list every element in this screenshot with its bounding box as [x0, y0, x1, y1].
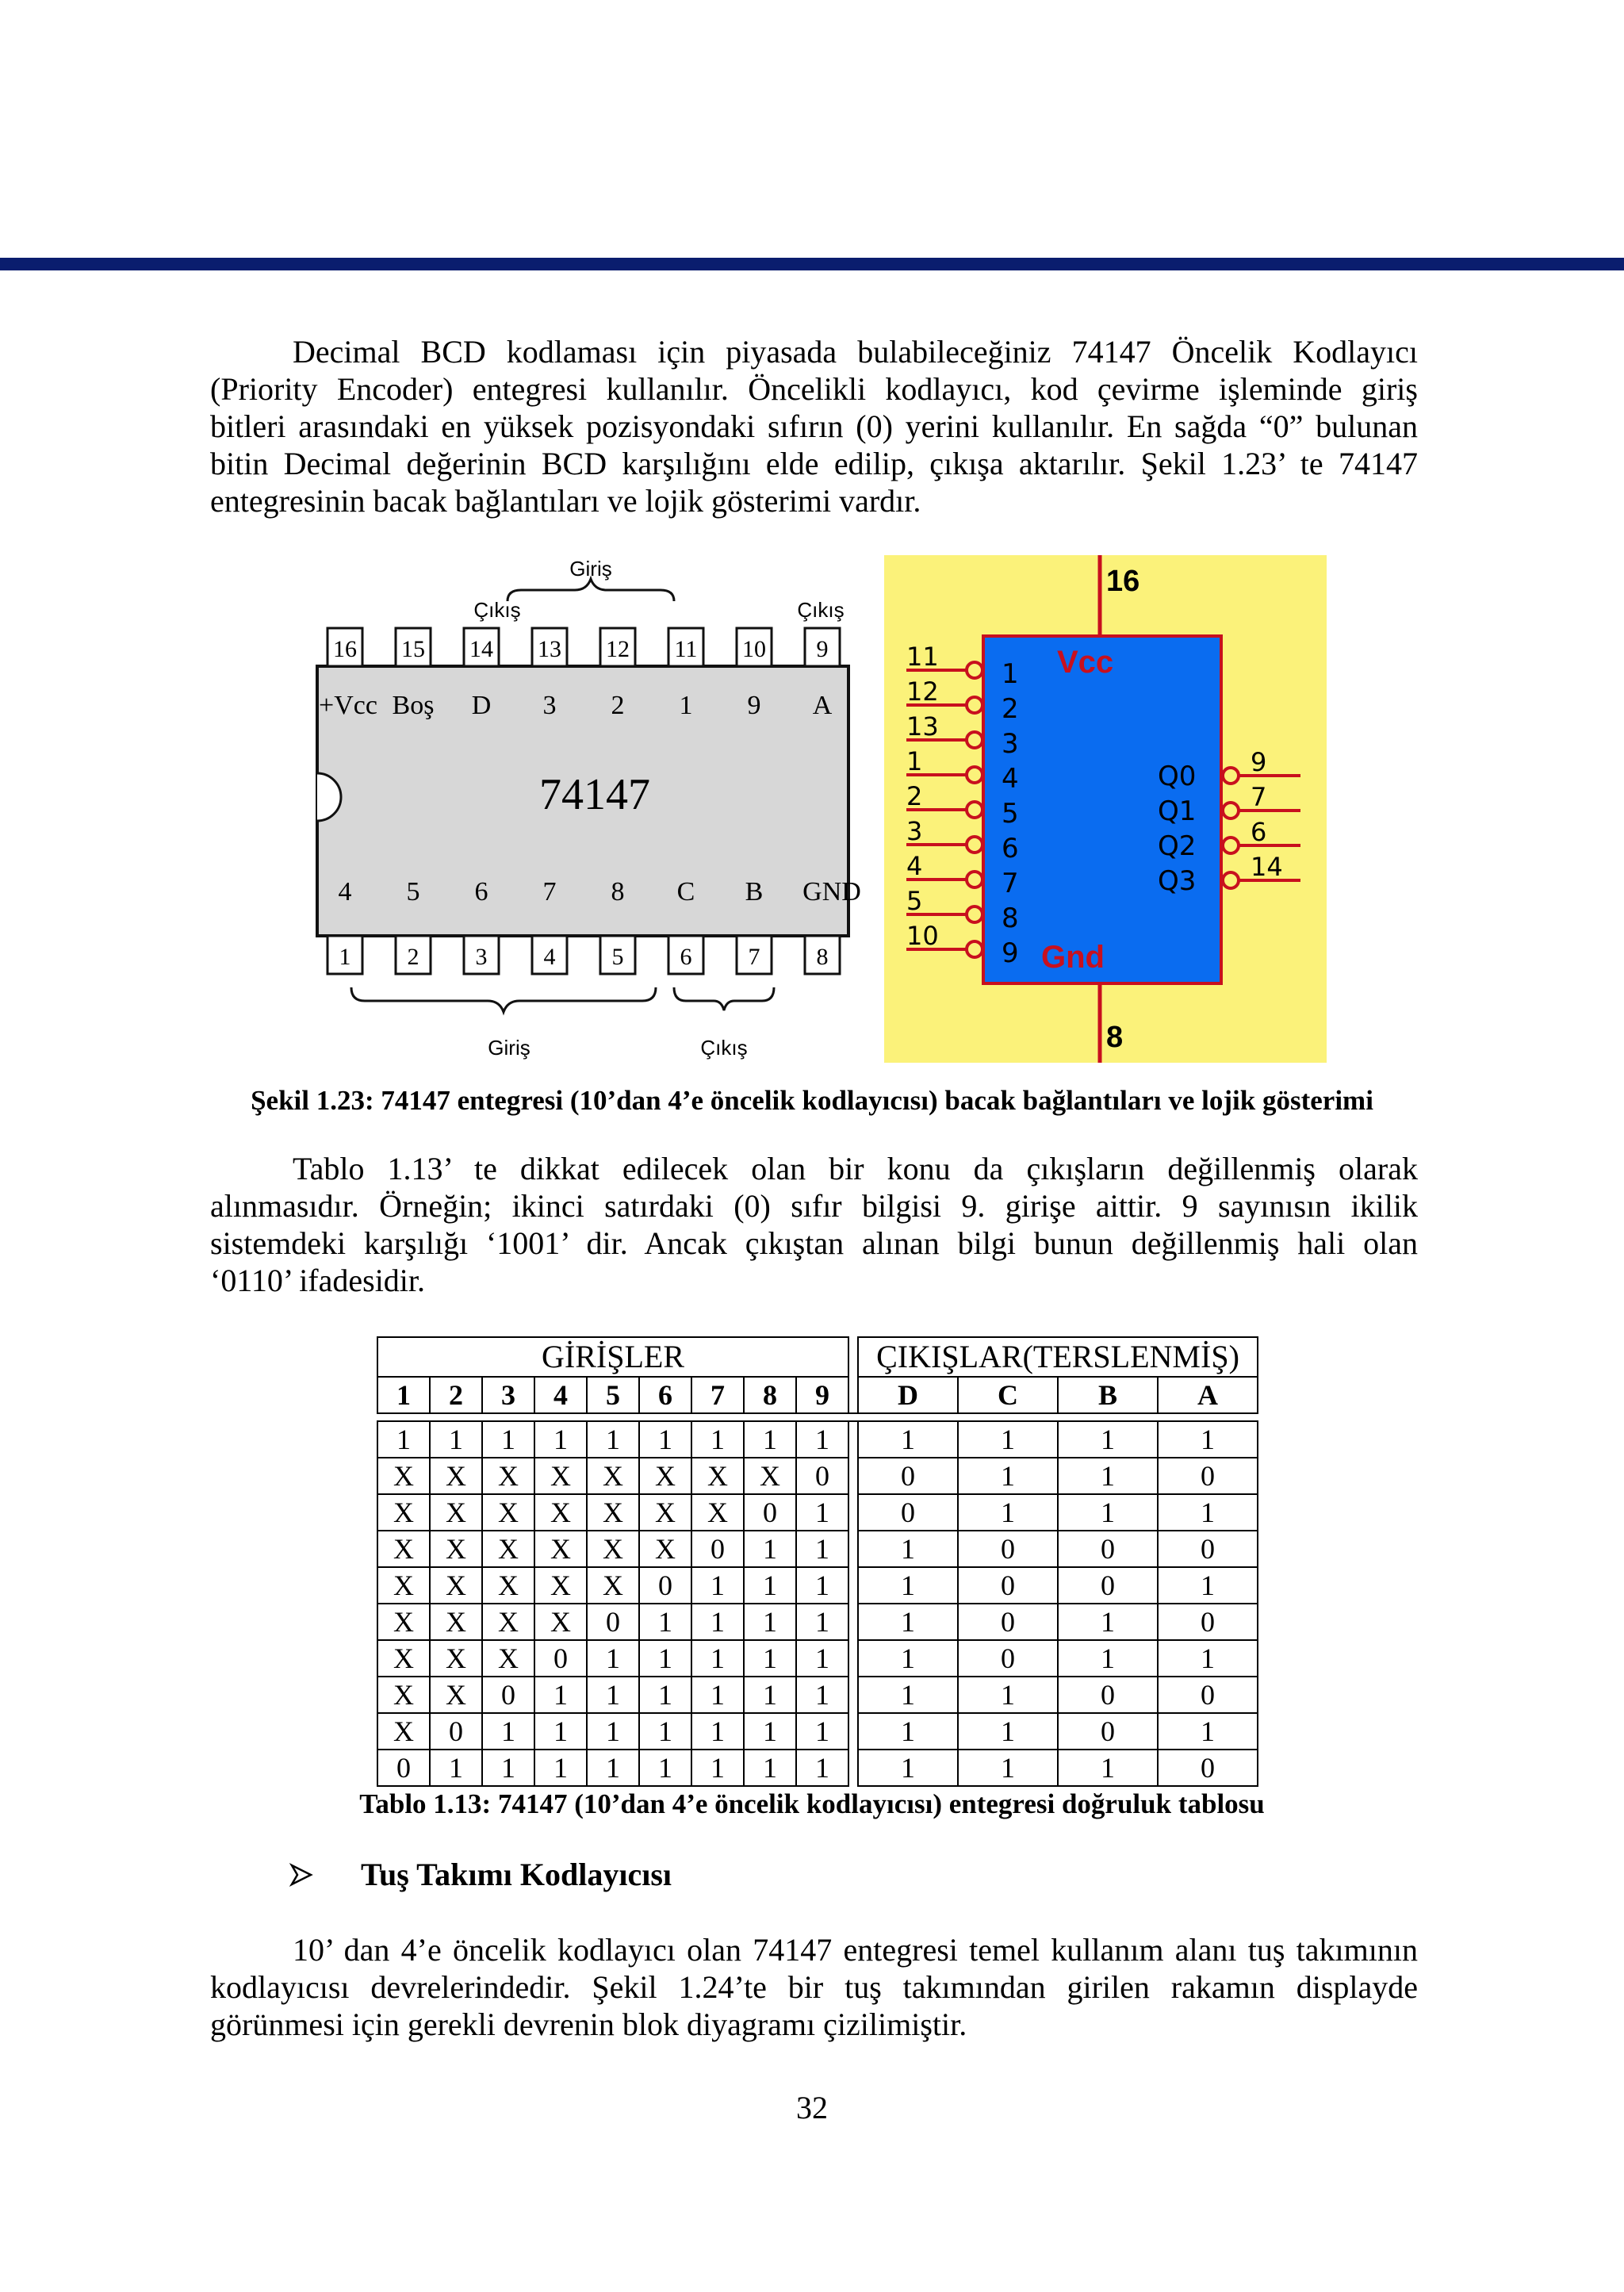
input-cell: 1 [744, 1750, 796, 1786]
truth-table-body [377, 1413, 1258, 1786]
input-cell: X [377, 1640, 430, 1677]
input-cell: 1 [587, 1713, 639, 1750]
input-cell: 1 [691, 1713, 744, 1750]
input-column-header: 3 [482, 1377, 534, 1413]
output-cell: 1 [1058, 1640, 1158, 1677]
input-cell: X [587, 1567, 639, 1604]
input-cell: 1 [639, 1421, 691, 1458]
input-cell: 0 [482, 1677, 534, 1713]
input-cell: X [691, 1494, 744, 1531]
pin-label: 3 [542, 691, 557, 720]
input-column-header: 6 [639, 1377, 691, 1413]
output-cell: 1 [1158, 1567, 1258, 1604]
paragraph-line: 10’ dan 4’e öncelik kodlayıcı olan 74147 entegresi temel kullanım alanı tuş takımının [293, 1932, 1418, 1968]
inversion-bubble [967, 802, 982, 818]
output-cell: 0 [1158, 1458, 1258, 1494]
output-cell: 1 [1158, 1421, 1258, 1458]
input-cell: 1 [796, 1750, 848, 1786]
paragraph-line: (Priority Encoder) entegresi kullanılır. Öncelikli kodlayıcı, kod çevirme işleminde giriş [210, 371, 1418, 407]
input-cell: X [534, 1494, 587, 1531]
inversion-bubble [967, 872, 982, 887]
input-cell: X [430, 1531, 482, 1567]
vcc-pin-number: 16 [1106, 565, 1140, 598]
column-header-row [377, 1377, 1258, 1413]
input-cell: X [377, 1713, 430, 1750]
input-cell: 0 [796, 1458, 848, 1494]
pin-number: 3 [475, 944, 488, 970]
input-column-header: 2 [430, 1377, 482, 1413]
table-row [377, 1640, 1258, 1677]
inversion-bubble [967, 941, 982, 957]
output-cell: 1 [858, 1750, 958, 1786]
pin-number: 12 [606, 636, 630, 662]
input-cell: 1 [796, 1677, 848, 1713]
section-heading-text: Tuş Takımı Kodlayıcısı [361, 1857, 672, 1892]
output-cell: 1 [858, 1421, 958, 1458]
input-cell: X [482, 1494, 534, 1531]
pin-label: 4 [338, 877, 352, 906]
input-cell: X [534, 1531, 587, 1567]
input-cell: 1 [639, 1677, 691, 1713]
output-pin-number: 7 [1251, 782, 1267, 812]
input-column-header: 1 [377, 1377, 430, 1413]
input-cell: 1 [744, 1567, 796, 1604]
inversion-bubble [1223, 768, 1239, 784]
output-cell: 1 [1158, 1713, 1258, 1750]
output-cell: 0 [1058, 1567, 1158, 1604]
paragraph-line: alınmasıdır. Örneğin; ikinci satırdaki (0) sıfır bilgisi 9. girişe aittir. 9 sayınısın ikilik [210, 1188, 1418, 1224]
inner-input-label: 5 [1002, 798, 1019, 830]
inversion-bubble [1223, 837, 1239, 853]
input-cell: 1 [796, 1421, 848, 1458]
output-cell: 0 [858, 1494, 958, 1531]
output-pin-number: 9 [1251, 747, 1267, 777]
top-input-group-label: Giriş [569, 557, 612, 581]
pin-number: 4 [543, 944, 556, 970]
paragraph-line: bitleri arasındaki en yüksek pozisyondaki sıfırın (0) yerini kullanılır. En sağda “0” bulunan [210, 408, 1418, 444]
table-row [377, 1677, 1258, 1713]
input-cell: 1 [587, 1421, 639, 1458]
output-cell: 0 [958, 1640, 1058, 1677]
input-cell: 0 [744, 1494, 796, 1531]
paragraph-line: Decimal BCD kodlaması için piyasada bulabileceğiniz 74147 Öncelik Kodlayıcı [293, 334, 1418, 370]
output-column-header: B [1058, 1377, 1158, 1413]
output-cell: 1 [1058, 1494, 1158, 1531]
input-cell: X [430, 1677, 482, 1713]
inner-input-label: 9 [1002, 937, 1019, 969]
input-cell: X [744, 1458, 796, 1494]
output-cell: 0 [858, 1458, 958, 1494]
input-cell: 1 [430, 1421, 482, 1458]
input-cell: 1 [691, 1640, 744, 1677]
pin-number: 11 [674, 636, 698, 662]
table-row [377, 1531, 1258, 1567]
top-group-braces [508, 579, 674, 601]
input-cell: 1 [534, 1713, 587, 1750]
truth-table [377, 1336, 1258, 1787]
pin-number: 14 [469, 636, 493, 662]
inner-input-label: 8 [1002, 903, 1019, 934]
input-cell: X [430, 1604, 482, 1640]
input-cell: 1 [744, 1677, 796, 1713]
input-cell: 1 [534, 1750, 587, 1786]
keypad-paragraph [210, 1931, 1418, 2043]
input-cell: 1 [744, 1640, 796, 1677]
input-column-header: 7 [691, 1377, 744, 1413]
pin-label: 1 [679, 691, 693, 720]
input-cell: 0 [587, 1604, 639, 1640]
pin-label: Boş [392, 691, 435, 720]
top-output-right-label: Çıkış [797, 598, 845, 622]
table-row [377, 1421, 1258, 1458]
output-cell: 1 [858, 1567, 958, 1604]
paragraph-line: görünmesi için gerekli devrenin blok diyagramı çizilimiştir. [210, 2006, 967, 2042]
bottom-output-group-label: Çıkış [700, 1036, 748, 1060]
table-row [377, 1713, 1258, 1750]
pin-number: 8 [816, 944, 829, 970]
output-cell: 0 [958, 1531, 1058, 1567]
pin-label: 7 [542, 877, 557, 906]
input-pin-number: 2 [906, 781, 923, 811]
input-column-header: 5 [587, 1377, 639, 1413]
table-caption: Tablo 1.13: 74147 (10’dan 4’e öncelik kodlayıcısı) entegresi doğruluk tablosu [359, 1788, 1265, 1819]
input-cell: 1 [796, 1713, 848, 1750]
input-cell: X [534, 1567, 587, 1604]
inner-input-label: 6 [1002, 833, 1019, 864]
input-cell: 0 [430, 1713, 482, 1750]
input-cell: 0 [534, 1640, 587, 1677]
input-cell: X [377, 1604, 430, 1640]
inversion-bubble [967, 697, 982, 713]
output-cell: 0 [1058, 1677, 1158, 1713]
output-cell: 1 [958, 1421, 1058, 1458]
paragraph-line: entegresinin bacak bağlantıları ve lojik gösterimi vardır. [210, 483, 921, 519]
output-cell: 1 [858, 1640, 958, 1677]
output-column-header: C [958, 1377, 1058, 1413]
logic-symbol-figure [884, 555, 1327, 1063]
figure-caption: Şekil 1.23: 74147 entegresi (10’dan 4’e öncelik kodlayıcısı) bacak bağlantıları ve lojik gösterimi [251, 1085, 1373, 1116]
output-pin-number: 6 [1251, 817, 1267, 847]
input-cell: X [430, 1640, 482, 1677]
pin-label: +Vcc [319, 691, 377, 720]
input-column-header: 8 [744, 1377, 796, 1413]
table-row [377, 1750, 1258, 1786]
pin-label: D [471, 691, 492, 720]
input-cell: 1 [534, 1677, 587, 1713]
top-rule [0, 258, 1624, 270]
output-cell: 1 [858, 1531, 958, 1567]
outputs-header: ÇIKIŞLAR(TERSLENMİŞ) [858, 1337, 1258, 1377]
paragraph-line: kodlayıcısı devrelerindedir. Şekil 1.24’te bir tuş takımından girilen rakamın displayde [210, 1969, 1418, 2005]
chip-name: 74147 [539, 770, 650, 819]
page-number: 32 [796, 2090, 828, 2125]
input-cell: 1 [796, 1494, 848, 1531]
input-cell: 1 [691, 1750, 744, 1786]
inversion-bubble [967, 732, 982, 748]
pin-label: 5 [406, 877, 420, 906]
pin-label: 9 [747, 691, 761, 720]
output-pin-number: 14 [1251, 852, 1283, 882]
input-cell: X [377, 1677, 430, 1713]
input-cell: 1 [377, 1421, 430, 1458]
vcc-label: Vcc [1057, 645, 1114, 680]
input-cell: 1 [587, 1750, 639, 1786]
input-cell: 1 [796, 1531, 848, 1567]
input-cell: X [587, 1531, 639, 1567]
input-cell: X [534, 1604, 587, 1640]
gnd-label: Gnd [1041, 940, 1105, 975]
input-pin-number: 10 [906, 921, 939, 951]
inversion-bubble [967, 906, 982, 922]
pin-number: 15 [401, 636, 425, 662]
input-cell: 1 [691, 1421, 744, 1458]
output-label: Q0 [1158, 761, 1197, 792]
output-cell: 1 [858, 1713, 958, 1750]
inversion-bubble [1223, 803, 1239, 818]
input-cell: 0 [639, 1567, 691, 1604]
input-cell: 1 [482, 1713, 534, 1750]
pin-number: 13 [538, 636, 561, 662]
table-row [377, 1567, 1258, 1604]
pin-number: 6 [680, 944, 692, 970]
input-pin-number: 12 [906, 676, 939, 707]
inversion-bubble [967, 767, 982, 783]
input-cell: 1 [639, 1604, 691, 1640]
pin-label: A [812, 691, 833, 720]
input-cell: 1 [534, 1421, 587, 1458]
arrowhead-bullet-icon [289, 1863, 313, 1887]
output-cell: 0 [1058, 1531, 1158, 1567]
input-cell: X [377, 1494, 430, 1531]
output-cell: 1 [1058, 1750, 1158, 1786]
input-cell: 1 [587, 1677, 639, 1713]
output-column-header: D [858, 1377, 958, 1413]
output-column-header: A [1158, 1377, 1258, 1413]
input-pin-number: 3 [906, 816, 923, 846]
pin-number: 1 [339, 944, 351, 970]
input-column-header: 4 [534, 1377, 587, 1413]
input-cell: 1 [482, 1421, 534, 1458]
input-pin-number: 11 [906, 642, 939, 672]
output-cell: 1 [958, 1750, 1058, 1786]
paragraph-line: bitin Decimal değerinin BCD karşılığını elde edilip, çıkışa aktarılır. Şekil 1.23’ te 74147 [210, 446, 1418, 481]
output-cell: 1 [858, 1604, 958, 1640]
input-cell: 1 [691, 1677, 744, 1713]
input-cell: 1 [691, 1567, 744, 1604]
input-cell: X [482, 1567, 534, 1604]
pin-label: B [745, 877, 764, 906]
output-cell: 0 [1158, 1604, 1258, 1640]
input-cell: 1 [796, 1604, 848, 1640]
pin-number: 5 [611, 944, 624, 970]
section-heading [289, 1856, 672, 1893]
input-cell: X [639, 1531, 691, 1567]
pin-label: GND [802, 877, 861, 906]
inputs-header: GİRİŞLER [377, 1337, 848, 1377]
input-cell: X [482, 1604, 534, 1640]
input-cell: X [587, 1458, 639, 1494]
input-cell: 1 [639, 1640, 691, 1677]
input-pin-number: 5 [906, 886, 923, 916]
inner-input-label: 1 [1002, 658, 1019, 690]
input-cell: X [430, 1567, 482, 1604]
inner-input-label: 3 [1002, 728, 1019, 760]
input-cell: 1 [744, 1531, 796, 1567]
top-output-left-label: Çıkış [473, 598, 521, 622]
pin-label: 2 [611, 691, 625, 720]
output-cell: 0 [958, 1604, 1058, 1640]
output-cell: 0 [1158, 1750, 1258, 1786]
output-cell: 1 [958, 1494, 1058, 1531]
output-cell: 1 [958, 1713, 1058, 1750]
bottom-input-group-label: Giriş [488, 1036, 530, 1060]
output-cell: 1 [958, 1458, 1058, 1494]
table-row [377, 1494, 1258, 1531]
input-cell: 1 [744, 1713, 796, 1750]
gnd-pin-number: 8 [1106, 1021, 1124, 1054]
input-cell: X [377, 1567, 430, 1604]
output-cell: 1 [1058, 1421, 1158, 1458]
output-cell: 1 [858, 1677, 958, 1713]
output-cell: 0 [1158, 1531, 1258, 1567]
input-cell: 1 [691, 1604, 744, 1640]
input-cell: X [482, 1640, 534, 1677]
output-cell: 0 [1158, 1677, 1258, 1713]
paragraph-line: Tablo 1.13’ te dikkat edilecek olan bir konu da çıkışların değillenmiş olarak [293, 1151, 1418, 1186]
inner-input-label: 7 [1002, 868, 1019, 899]
bottom-group-braces [351, 987, 774, 1012]
input-pin-number: 1 [906, 746, 923, 776]
pinout-figure [313, 555, 861, 1071]
pin-number: 7 [748, 944, 760, 970]
paragraph-line: sistemdeki karşılığı ‘1001’ dir. Ancak çıkıştan alınan bilgi bunun değillenmiş hali olan [210, 1225, 1418, 1261]
input-cell: 1 [587, 1640, 639, 1677]
pin-number: 2 [407, 944, 419, 970]
input-cell: X [639, 1458, 691, 1494]
pin-label: 8 [611, 877, 625, 906]
input-column-header: 9 [796, 1377, 848, 1413]
output-cell: 1 [1158, 1494, 1258, 1531]
output-cell: 1 [1158, 1640, 1258, 1677]
input-cell: 1 [796, 1640, 848, 1677]
output-cell: 0 [958, 1567, 1058, 1604]
pin-number: 10 [742, 636, 766, 662]
inner-input-label: 2 [1002, 693, 1019, 725]
input-pin-number: 4 [906, 851, 923, 881]
inversion-bubble [1223, 872, 1239, 888]
input-cell: 0 [691, 1531, 744, 1567]
input-cell: X [587, 1494, 639, 1531]
input-cell: X [430, 1458, 482, 1494]
input-cell: X [377, 1458, 430, 1494]
input-cell: X [534, 1458, 587, 1494]
pin-number: 9 [816, 636, 829, 662]
input-cell: 1 [744, 1421, 796, 1458]
input-cell: 0 [377, 1750, 430, 1786]
input-cell: X [377, 1531, 430, 1567]
input-cell: 1 [744, 1604, 796, 1640]
table-row [377, 1458, 1258, 1494]
input-cell: X [482, 1458, 534, 1494]
input-cell: 1 [639, 1750, 691, 1786]
output-cell: 1 [958, 1677, 1058, 1713]
inversion-bubble [967, 662, 982, 678]
input-cell: 1 [430, 1750, 482, 1786]
input-cell: 1 [796, 1567, 848, 1604]
output-label: Q3 [1158, 865, 1197, 897]
output-label: Q1 [1158, 795, 1197, 827]
inversion-bubble [967, 837, 982, 853]
paragraph-line: ‘0110’ ifadesidir. [210, 1263, 426, 1298]
pin-label: C [676, 877, 695, 906]
input-pin-number: 13 [906, 711, 939, 742]
table-row [377, 1604, 1258, 1640]
input-cell: X [430, 1494, 482, 1531]
output-label: Q2 [1158, 830, 1197, 862]
input-cell: X [639, 1494, 691, 1531]
inner-input-label: 4 [1002, 763, 1019, 795]
input-cell: X [482, 1531, 534, 1567]
input-cell: X [691, 1458, 744, 1494]
table-note-paragraph [210, 1150, 1418, 1299]
input-cell: 1 [639, 1713, 691, 1750]
input-cell: 1 [482, 1750, 534, 1786]
pin-label: 6 [474, 877, 488, 906]
output-cell: 1 [1058, 1604, 1158, 1640]
intro-paragraph [210, 333, 1418, 519]
pin-number: 16 [333, 636, 357, 662]
output-cell: 0 [1058, 1713, 1158, 1750]
output-cell: 1 [1058, 1458, 1158, 1494]
